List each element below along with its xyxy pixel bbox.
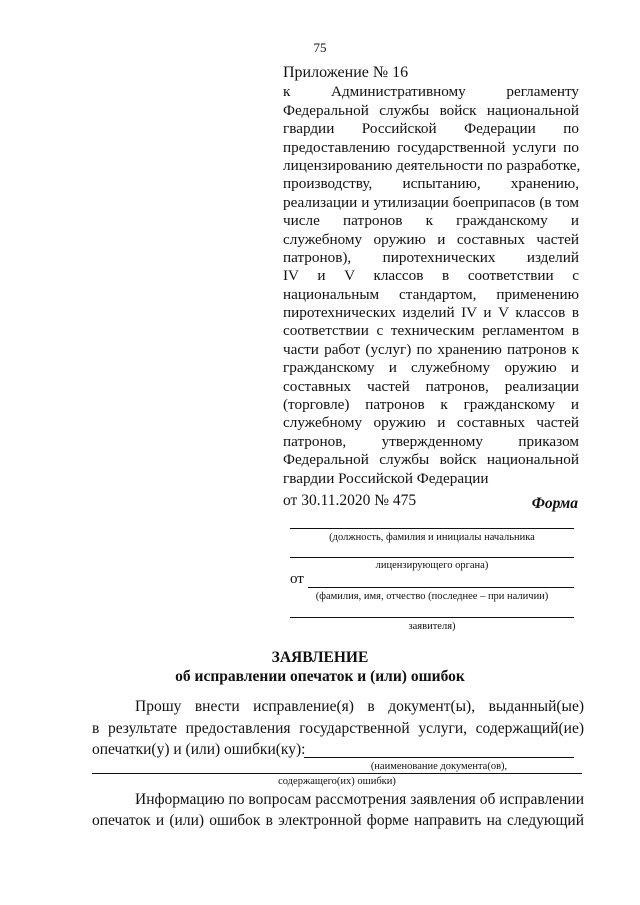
paragraph-2-line-2: опечаток и (или) ошибок в электронной форме направить на следующий (92, 812, 584, 829)
applicant-name-caption: (фамилия, имя, отчество (последнее – при наличии) (315, 591, 549, 602)
paragraph-1-line-3: опечатки(у) и (или) ошибки(ку): (92, 741, 306, 758)
appendix-line: служебному оружию и составных частей (283, 414, 579, 432)
page-number: 75 (313, 40, 327, 55)
appendix-line: национальным стандартом, применению (283, 285, 579, 303)
appendix-line: предоставлению государственной услуги по (283, 138, 579, 156)
appendix-line: части работ (услуг) по хранению патронов к (283, 340, 579, 358)
addressee-head-line[interactable] (290, 528, 574, 529)
statement-subtitle: об исправлении опечаток и (или) ошибок (175, 668, 465, 685)
licensing-authority-caption: лицензирующего органа) (375, 560, 489, 571)
appendix-line: IV и V классов в соответствии с (283, 267, 579, 285)
appendix-line: Федеральной службы войск национальной (283, 451, 579, 469)
document-errors-caption: содержащего(их) ошибки) (278, 776, 396, 787)
applicant-caption: заявителя) (408, 621, 456, 632)
order-date-number: от 30.11.2020 № 475 (283, 492, 417, 509)
appendix-line: патронов), пиротехнических изделий (283, 248, 579, 266)
appendix-block (283, 64, 579, 510)
appendix-line: (торговле) патронов к гражданскому и (283, 396, 579, 414)
head-position-caption: (должность, фамилия и инициалы начальника (329, 532, 535, 543)
applicant-name-line[interactable] (308, 587, 574, 588)
paragraph-2-line-1: Информацию по вопросам рассмотрения заявления об исправлении (135, 791, 584, 808)
form-label: Форма (531, 495, 578, 512)
appendix-line: составных частей патронов, реализации (283, 377, 579, 395)
from-label: от (290, 571, 304, 587)
appendix-line: патронов, утвержденному приказом (283, 432, 579, 450)
appendix-line: соответствии с техническим регламентом в (283, 322, 579, 340)
appendix-line: гражданскому и служебному оружию и (283, 359, 579, 377)
appendix-line: пиротехнических изделий IV и V классов в (283, 304, 579, 322)
appendix-line: Федеральной службы войск национальной (283, 101, 579, 119)
paragraph-1-line-1: Прошу внести исправление(я) в документ(ы), выданный(ые) (135, 698, 584, 715)
appendix-title: Приложение № 16 (283, 64, 409, 81)
document-name-line[interactable] (304, 757, 574, 758)
appendix-line: реализации и утилизации боеприпасов (в том (283, 193, 579, 211)
licensing-authority-line[interactable] (290, 557, 574, 558)
document-errors-line[interactable] (92, 773, 582, 774)
document-name-caption: (наименование документа(ов), (370, 761, 508, 772)
appendix-line: к Административному регламенту (283, 83, 579, 101)
appendix-line: гвардии Российской Федерации (283, 469, 489, 487)
appendix-line: служебному оружию и составных частей (283, 230, 579, 248)
appendix-line: числе патронов к гражданскому и (283, 212, 579, 230)
appendix-line: производству, испытанию, хранению, (283, 175, 579, 193)
appendix-line: гвардии Российской Федерации по (283, 120, 579, 138)
applicant-line[interactable] (290, 617, 574, 618)
statement-title: ЗАЯВЛЕНИЕ (271, 649, 369, 666)
paragraph-1-line-2: в результате предоставления государственной услуги, содержащий(ие) (92, 720, 584, 737)
appendix-line: лицензированию деятельности по разработке, (283, 156, 581, 174)
